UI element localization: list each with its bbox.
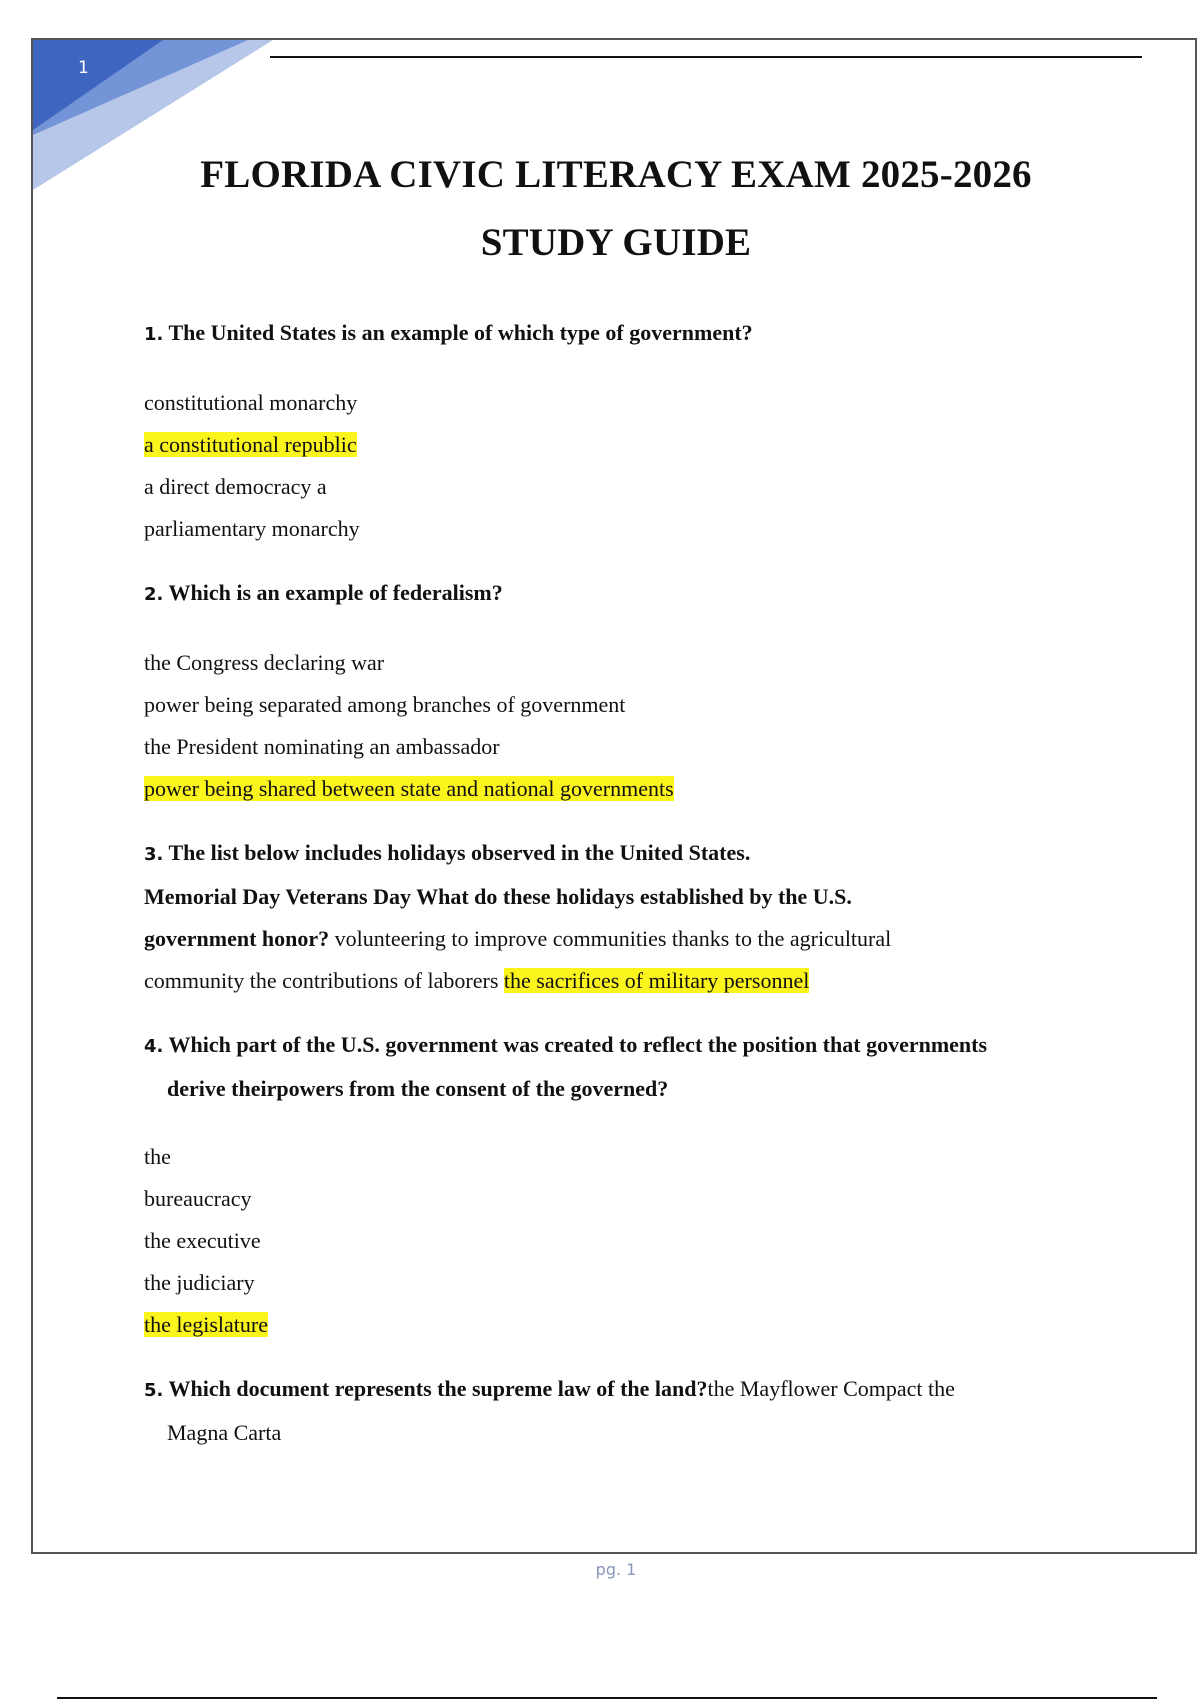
question-number: 3.: [144, 844, 164, 865]
answer-option-correct: the sacrifices of military personnel: [503, 968, 810, 993]
answer-option-correct: [144, 768, 1094, 810]
answer-option-correct: [144, 1304, 1094, 1346]
document-subtitle: STUDY GUIDE: [480, 221, 752, 264]
question-text: Which document represents the supreme law of the land?: [168, 1376, 708, 1401]
question-2: [144, 572, 1094, 616]
question-3-line-4: community the contributions of laborers the sacrifices of military personnel: [144, 968, 810, 993]
answer-option-correct: [144, 424, 1094, 466]
page-footer-number: pg. 1: [595, 1560, 637, 1579]
answer-text: the Mayflower Compact the: [707, 1376, 955, 1401]
question-list: [144, 312, 1094, 1454]
question-3-line-2: Memorial Day Veterans Day What do these holidays established by the U.S.: [144, 884, 852, 909]
question-4-line-2: derive theirpowers from the consent of the governed?: [167, 1076, 669, 1101]
header-rule: [270, 56, 1142, 58]
answer-option: the executive: [144, 1228, 261, 1253]
question-number: 1.: [144, 324, 164, 345]
footer-rule: [57, 1697, 1157, 1699]
answer-option: the judiciary: [144, 1270, 255, 1295]
highlight: a constitutional republic: [144, 432, 357, 457]
answer-option: power being separated among branches of government: [144, 692, 626, 717]
answer-option: a direct democracy a: [144, 474, 327, 499]
question-3: [144, 832, 1094, 876]
document-title: FLORIDA CIVIC LITERACY EXAM 2025-2026: [200, 153, 1032, 196]
highlight: the legislature: [144, 1312, 269, 1337]
question-text: The United States is an example of which type of government?: [168, 320, 753, 345]
page-number-badge: 1: [78, 58, 89, 78]
question-3-line-3: government honor? volunteering to improve communities thanks to the agricultural: [144, 926, 892, 951]
question-number: 5.: [144, 1380, 164, 1401]
question-1: [144, 312, 1094, 356]
question-text: The list below includes holidays observed in the United States.: [168, 840, 751, 865]
question-number: 2.: [144, 584, 164, 605]
answer-option: the Congress declaring war: [144, 650, 385, 675]
answer-option: the: [144, 1144, 171, 1169]
answer-option: the President nominating an ambassador: [144, 734, 500, 759]
question-number: 4.: [144, 1036, 164, 1057]
answer-option: constitutional monarchy: [144, 390, 358, 415]
answer-option: bureaucracy: [144, 1186, 252, 1211]
question-4: [144, 1024, 1094, 1068]
question-5-line-2: Magna Carta: [167, 1420, 282, 1445]
question-text: Which part of the U.S. government was created to reflect the position that governments: [168, 1032, 988, 1057]
highlight: power being shared between state and national governments: [144, 776, 674, 801]
answer-option: parliamentary monarchy: [144, 516, 360, 541]
question-text: Which is an example of federalism?: [168, 580, 503, 605]
question-5: [144, 1368, 1094, 1412]
